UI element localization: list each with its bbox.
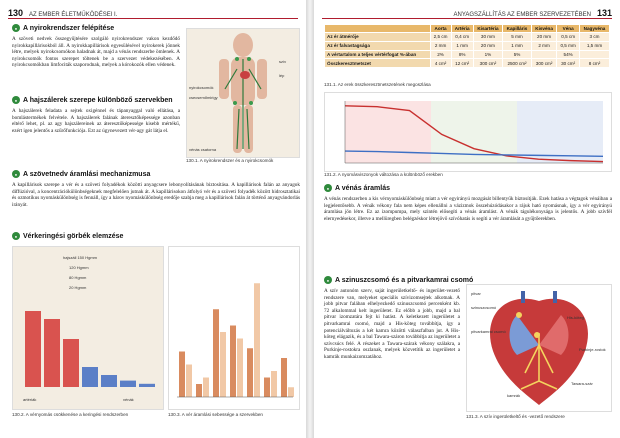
figure-caption: 130.3. A vér áramlási sebessége a szervekben (168, 412, 263, 417)
fig-label: Tawara-szár (571, 381, 593, 386)
right-page (314, 0, 620, 438)
chart-bar (203, 378, 209, 398)
flow-chart (169, 247, 299, 409)
chart-bar (281, 358, 287, 397)
chart-bar (139, 384, 155, 387)
section-badge-icon: ● (324, 276, 332, 284)
heart-figure (466, 284, 612, 412)
chart-bar (264, 378, 270, 398)
pressure-chart (325, 93, 611, 171)
figure-caption: 130.2. A vérnyomás csökkenése a keringési rendszerben (12, 412, 129, 417)
table-row: Összkeresztmetszet 4 cm² 12 cm² 300 cm² 2500 cm² 300 cm² 30 cm² 8 cm² (325, 59, 610, 68)
chart-band (517, 101, 603, 163)
fig-label: 120 Hgmm (69, 265, 89, 270)
bp-chart-figure (12, 246, 164, 410)
chart-bar (179, 352, 185, 398)
table-row: A vértartalom a teljes vértérfogat %-ában 2% 8% 1% 5% 54% (325, 50, 610, 59)
chart-bar (186, 365, 192, 398)
chart-bar (25, 311, 41, 387)
figure-caption: 131.2. A nyomásviszonyok változása a különböző erekben (324, 172, 443, 177)
section-badge-icon: ● (324, 184, 332, 192)
fig-label: szív (279, 59, 287, 64)
chart-bar (213, 309, 219, 397)
fig-label: lép (279, 73, 285, 78)
section-text: A hajszálerek feladata a sejtek oxigénnel és tápanyaggal való ellátása, a bomlástermékek felvétele. A hajszálerek falának áteresztőképessége azonban eltérő lehet, pl. az agy hajszálereinek az áteresztőképessége kisebb mértékű, ezért igen jelentős a szűrőfunkciója. Ezt az úgynevezett vér-agy gát látja el. (12, 108, 180, 134)
section-text: A szöveti nedvek összegyűjtésére szolgáló nyirokrendszer vakon kezdődő nyirokkapillárisokból áll. A nyirokkapillárisok egyesülésével nyirokerek jönnek létre, melyek nyirokcsomókon haladnak át, majd a vénás rendszerbe ömlenek. A nyirokcsomók fontos szerepet töltenek be a szervezet védekezésében. A nyirokcsomókban limfociták szaporodnak, melyek a kórokozók ellen védenek. (12, 36, 180, 69)
book-gutter (306, 0, 314, 438)
table-row: Az ér átmérője 2,5 cm 0,4 cm 30 mm 5 mm 20 mm 0,5 cm 3 cm (325, 33, 610, 42)
fig-label: Purkinje-rostok (579, 347, 606, 352)
fig-label: csecsemőmirigy (189, 95, 218, 100)
section-text: A szív autonóm szerv, saját ingerületkeltő- és ingerület-vezető rendszere van, melyeket speciális szívizomsejtek alkotnak. A jobb pitvar falában elhelyezkedő szinuszcsomó percenként kb. 72 alkalommal kelt ingerületet. Ez előbb a jobb, majd a bal pitvar izomzatára fejt ki hatást. A keletkezett ingerületet a pitvarkamrai csomó, majd a His-köteg továbbítja, így a potenciálváltozás a két kamra közötti válaszfalban jut. A His-köteg elágazik, és a bal Tawara-száron továbbítja az ingerületet a szívcsúcs felé. A részeket a Tawara-szárak vékony szálakra, a Purkinje-rostokra oszlanak, melyek közvetítik az ingerületet a kamrák munkaizomzatához. (324, 288, 460, 360)
lymph-figure (186, 28, 300, 158)
fig-label: 80 Hgmm (69, 275, 87, 280)
fig-label: pitvar (471, 291, 481, 296)
chart-bar (63, 339, 79, 387)
section-title: ● A szövetnedv áramlási mechanizmusa (12, 170, 150, 178)
pressure-chart-figure (324, 92, 612, 172)
chart-bar (82, 367, 98, 387)
fig-label: vénás csatorna (189, 147, 217, 152)
section-badge-icon: ● (12, 96, 20, 104)
chart-bar (44, 319, 60, 387)
section-badge-icon: ● (12, 232, 20, 240)
chart-bar (247, 348, 253, 397)
section-text: A vénás rendszerben a kis vérnyomáskülönbség miatt a vér egyirányú mozgását billentyűk biztosítják. Ezek hatása a végtagok vénáiban a legjelentősebb. A vénák vékony fala nem képes ellenállni a vázizmok összehúzódásakor a rájuk ható nyomásnak, így a vér egyirányú áramlása jön létre. Ez az izompumpa, mely szintén elősegíti a vénás áramlást. A vénák tágulékonysága is jelentős. A jobb szívfél elernyedésekor, illetve a mellüregben belégzéskor létrejövő szívóhatás is segíti a vér áramlását a gyűjtőerekben. (324, 196, 612, 222)
chart-band (345, 101, 431, 163)
section-badge-icon: ● (12, 24, 20, 32)
section-title: ● A hajszálerek szerepe különböző szervekben (12, 96, 173, 104)
left-page (0, 0, 306, 438)
flow-chart-figure (168, 246, 300, 410)
chart-bar (120, 381, 136, 387)
section-title: ● A szinuszcsomó és a pitvarkamrai csomó (324, 276, 473, 284)
fig-label: hajszáll 150 Hgmm (63, 255, 98, 260)
chart-bar (230, 326, 236, 398)
section-badge-icon: ● (12, 170, 20, 178)
fig-label: kamrák (507, 393, 521, 398)
fig-label: 20 Hgmm (69, 285, 87, 290)
lymph-illustration (187, 29, 299, 157)
fig-label: szinuszcsomó (471, 305, 497, 310)
chart-bar (271, 371, 277, 397)
table-caption: 131.1. Az erek összkeresztmetszetének megoszlása (324, 82, 431, 87)
page-number: 131 (596, 8, 612, 18)
chart-bar (101, 375, 117, 387)
fig-label: pitvarkamrai csomó (471, 329, 506, 334)
table-header-row: Aorta Artéria Kisartéria Kapilláris Kisvéna Véna Nagyvéna (325, 25, 610, 33)
vessel-table (324, 24, 610, 68)
chart-bar (254, 283, 260, 397)
figure-caption: 131.3. A szív ingerületkeltő és -vezető rendszere (466, 414, 565, 419)
running-head-text: ANYAGSZÁLLÍTÁS AZ EMBER SZERVEZETÉBEN (453, 12, 591, 18)
chart-bar (220, 332, 226, 397)
section-title: ● Vérkeringési görbék elemzése (12, 232, 123, 240)
chart-bar (196, 384, 202, 397)
table-row: Az ér falvastagsága 2 mm 1 mm 20 mm 1 mm 2 mm 0,5 mm 1,5 mm (325, 41, 610, 50)
running-head-right (322, 6, 612, 19)
chart-bar (237, 339, 243, 398)
fig-label: vénák (123, 397, 134, 402)
running-head-left (8, 6, 298, 19)
chart-bar (288, 387, 294, 397)
fig-label: His-köteg (567, 315, 584, 320)
figure-caption: 130.1. A nyirokrendszer és a nyirokcsomók (186, 158, 274, 163)
fig-label: nyirokcsomók (189, 85, 214, 90)
section-title: ● A vénás áramlás (324, 184, 390, 192)
section-title: ● A nyirokrendszer felépítése (12, 24, 114, 32)
fig-label: artériák (23, 397, 37, 402)
section-text: A kapillárisok szerepe a vér és a szöveti folyadékok közötti anyagcsere lebonyolításának biztosítása. A kapillárisok falán az anyagok diffúzióval, a koncentrációkülönbségeknek megfelelően jutnak át. A kapillárisokon átfolyó vér és a szöveti folyadék között hidrosztatikai és ozmotikus nyomáskülönbség is fennáll, így a hároν nyomáskülönbség eredője szabja meg a kapillárisok falán át történő anyagvándorlás irányát. (12, 182, 300, 208)
bp-chart (13, 247, 163, 409)
running-head-text: AZ EMBER ÉLETMŰKÖDÉSEI I. (29, 12, 118, 18)
page-number: 130 (8, 8, 24, 18)
